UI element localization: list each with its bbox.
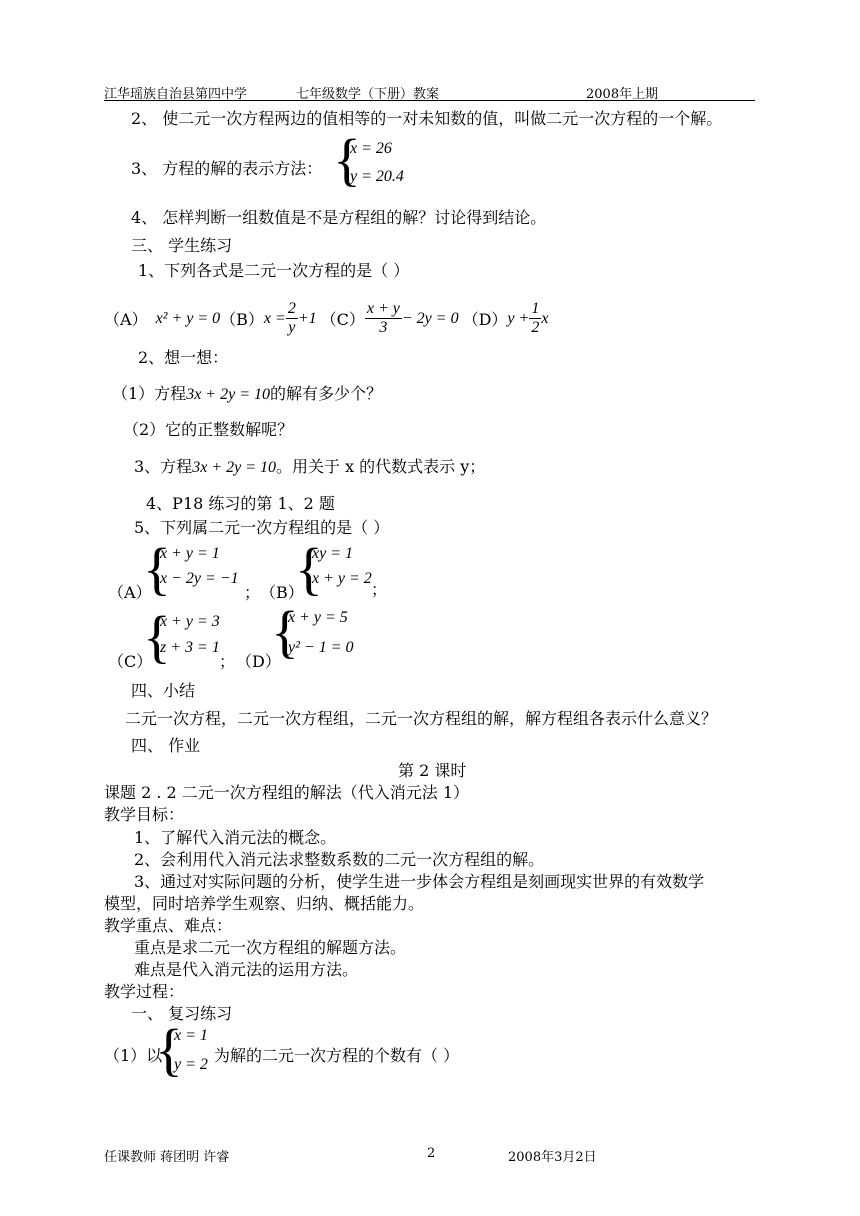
exercise-2-1-pre: （1）方程 xyxy=(112,384,187,403)
exercise-3 xyxy=(134,454,485,477)
exercise-5-d-eq1: x + y = 5 xyxy=(288,609,348,626)
option-b-fraction xyxy=(286,300,298,337)
exercise-5-b-eq1: xy = 1 xyxy=(312,545,353,562)
section-3-heading: 三、 学生练习 xyxy=(131,236,233,255)
exercise-5-a-eq2: x − 2y = −1 xyxy=(160,570,239,587)
brace-icon: { xyxy=(143,536,171,601)
option-b-denominator: y xyxy=(288,319,296,336)
topic: 课题 2 . 2 二元一次方程组的解法（代入消元法 1） xyxy=(104,783,470,802)
option-a-expr: x² + y = 0 xyxy=(155,309,221,327)
option-d-fraction xyxy=(529,300,541,337)
option-c-denominator: 3 xyxy=(379,319,388,336)
exercise-2-1-eq: 3x + 2y = 10 xyxy=(186,386,270,403)
exercise-5-a-eq1: x + y = 1 xyxy=(160,545,220,562)
exercise-5-c-eq2: z + 3 = 1 xyxy=(160,639,220,656)
exercise-3-post: 。用关于 x 的代数式表示 y； xyxy=(275,457,486,476)
footer-page-number: 2 xyxy=(427,1146,436,1161)
goal-3-line-2: 模型，同时培养学生观察、归纳、概括能力。 xyxy=(104,894,425,913)
brace-icon: { xyxy=(295,536,323,601)
option-c-label: （C） xyxy=(320,310,365,329)
exercise-5-a-label: （A） xyxy=(108,583,152,602)
option-d-lhs: y + xyxy=(507,309,530,327)
review-1-eq2: y = 2 xyxy=(174,1056,208,1073)
option-d-label: （D） xyxy=(462,310,508,329)
item-4: 4、 怎样判断一组数值是不是方程组的解？讨论得到结论。 xyxy=(131,208,547,227)
option-b-lhs: x = xyxy=(263,309,286,327)
review-1-pre: （1）以 xyxy=(104,1046,163,1065)
goal-2: 2、会利用代入消元法求整数系数的二元一次方程组的解。 xyxy=(134,850,545,869)
goal-3-line-1: 3、通过对实际问题的分析，使学生进一步体会方程组是刻画现实世界的有效数学 xyxy=(134,872,705,891)
item-3-eq1: x = 26 xyxy=(350,140,392,157)
exercise-5-d-eq2: y² − 1 = 0 xyxy=(288,639,354,656)
exercise-5-c-eq1: x + y = 3 xyxy=(160,613,220,630)
brace-icon: { xyxy=(333,127,361,192)
exercise-5-separator: ； xyxy=(244,583,261,602)
exercise-2-2: （2）它的正整数解呢？ xyxy=(123,420,294,439)
process-heading: 教学过程： xyxy=(104,982,185,1001)
exercise-5-separator: ； xyxy=(219,652,236,671)
option-d-denominator: 2 xyxy=(531,319,540,336)
option-b-label: （B） xyxy=(220,310,264,329)
exercise-2-1-post: 的解有多少个？ xyxy=(269,384,382,403)
option-c-fraction xyxy=(365,300,402,337)
brace-icon: { xyxy=(143,604,171,669)
brace-icon: { xyxy=(155,1017,183,1082)
summary-text: 二元一次方程，二元一次方程组，二元一次方程组的解，解方程组各表示什么意义？ xyxy=(125,709,718,728)
section-4-homework-heading: 四、 作业 xyxy=(131,736,201,755)
keypoints-heading: 教学重点、难点： xyxy=(104,916,233,935)
exercise-4: 4、P18 练习的第 1、2 题 xyxy=(146,494,335,513)
exercise-5-separator: ； xyxy=(371,580,388,599)
review-heading: 一、 复习练习 xyxy=(131,1004,233,1023)
option-b-rhs: +1 xyxy=(297,309,317,327)
option-c-numerator: x + y xyxy=(366,300,400,317)
header-course: 七年级数学（下册）教案 xyxy=(296,87,440,102)
exercise-2-1 xyxy=(112,381,382,404)
exercise-5-b-eq2: x + y = 2 xyxy=(312,570,372,587)
footer-teachers: 任课教师 蒋团明 许睿 xyxy=(104,1150,230,1165)
section-4-summary-heading: 四、小结 xyxy=(131,681,196,700)
option-d-numerator: 1 xyxy=(531,300,540,317)
option-c-rhs: − 2y = 0 xyxy=(401,309,459,327)
exercise-5: 5、下列属二元一次方程组的是（ ） xyxy=(134,518,390,537)
footer-date: 2008年3月2日 xyxy=(508,1150,597,1165)
item-2: 2、 使二元一次方程两边的值相等的一对未知数的值，叫做二元一次方程的一个解。 xyxy=(131,109,723,128)
exercise-5-c-label: （C） xyxy=(108,652,153,671)
exercise-5-b-label: （B） xyxy=(260,583,304,602)
option-a-label: （A） xyxy=(104,310,148,329)
item-3-label: 3、 方程的解的表示方法： xyxy=(131,159,323,178)
exercise-5-d-label: （D） xyxy=(236,652,281,671)
goal-1: 1、了解代入消元法的概念。 xyxy=(134,828,337,847)
key-point-1: 重点是求二元一次方程组的解题方法。 xyxy=(134,938,407,957)
header-school: 江华瑶族自治县第四中学 xyxy=(104,87,248,102)
exercise-1-options xyxy=(104,300,548,337)
option-b-numerator: 2 xyxy=(287,300,296,317)
header-term: 2008年上期 xyxy=(586,87,659,102)
review-1-post: 为解的二元一次方程的个数有（ ） xyxy=(214,1046,460,1065)
header-rule xyxy=(104,100,755,101)
exercise-1: 1、下列各式是二元一次方程的是（ ） xyxy=(138,261,410,280)
exercise-3-eq: 3x + 2y = 10 xyxy=(192,459,276,476)
lesson-2-title: 第 2 课时 xyxy=(398,761,467,780)
exercise-3-pre: 3、方程 xyxy=(134,457,193,476)
option-d-rhs: x xyxy=(541,309,549,327)
review-1-eq1: x = 1 xyxy=(174,1027,208,1044)
goals-heading: 教学目标： xyxy=(104,805,185,824)
item-3-eq2: y = 20.4 xyxy=(350,168,404,185)
brace-icon: { xyxy=(271,599,299,664)
key-point-2: 难点是代入消元法的运用方法。 xyxy=(134,960,359,979)
exercise-2: 2、想一想： xyxy=(138,348,229,367)
